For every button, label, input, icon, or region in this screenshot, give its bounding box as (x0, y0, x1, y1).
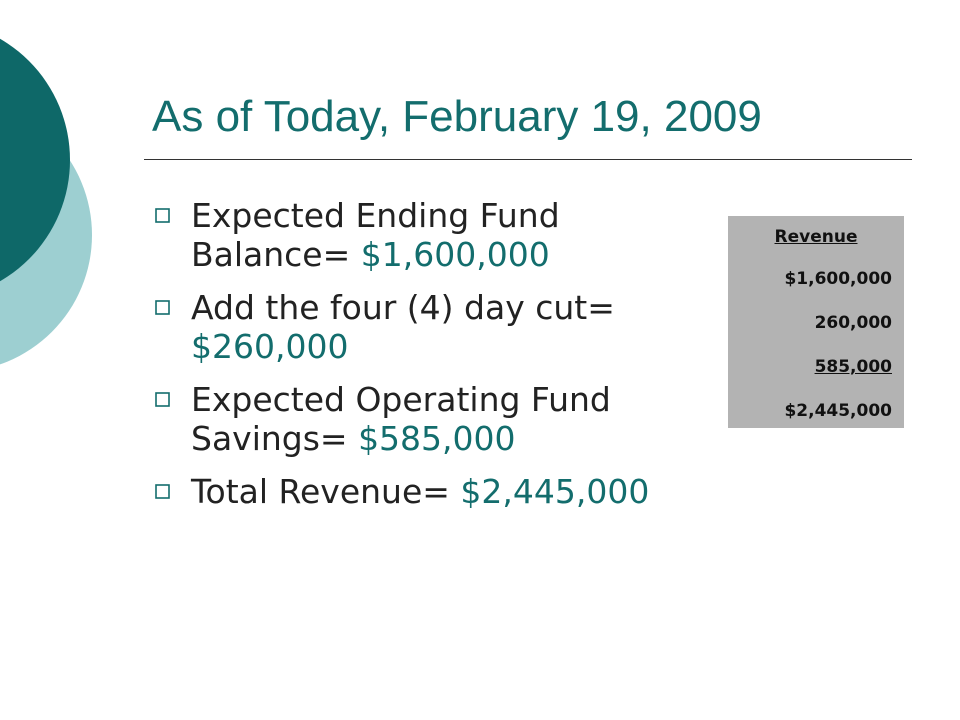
revenue-total: $2,445,000 (784, 401, 892, 421)
bullet-value: $2,445,000 (460, 472, 650, 511)
bullet-value: $260,000 (191, 327, 349, 366)
square-bullet-icon (155, 208, 170, 223)
revenue-box (728, 216, 904, 428)
revenue-header: Revenue (774, 227, 858, 247)
revenue-row: 260,000 (814, 313, 892, 333)
bullet-value: $1,600,000 (360, 235, 550, 274)
list-item (155, 472, 675, 511)
bullet-text: Add the four (4) day cut= (191, 288, 615, 327)
bullet-list (155, 196, 675, 525)
bullet-value: $585,000 (358, 419, 516, 458)
list-item (155, 380, 675, 458)
revenue-row: $1,600,000 (784, 269, 892, 289)
bullet-text: Expected Ending Fund Balance= (191, 196, 560, 274)
square-bullet-icon (155, 300, 170, 315)
revenue-row: 585,000 (814, 357, 892, 377)
list-item (155, 196, 675, 274)
square-bullet-icon (155, 392, 170, 407)
page-title: As of Today, February 19, 2009 (152, 92, 762, 141)
list-item (155, 288, 675, 366)
bullet-text: Total Revenue= (191, 472, 461, 511)
bullet-text: Expected Operating Fund Savings= (191, 380, 611, 458)
title-divider (144, 159, 912, 160)
square-bullet-icon (155, 484, 170, 499)
